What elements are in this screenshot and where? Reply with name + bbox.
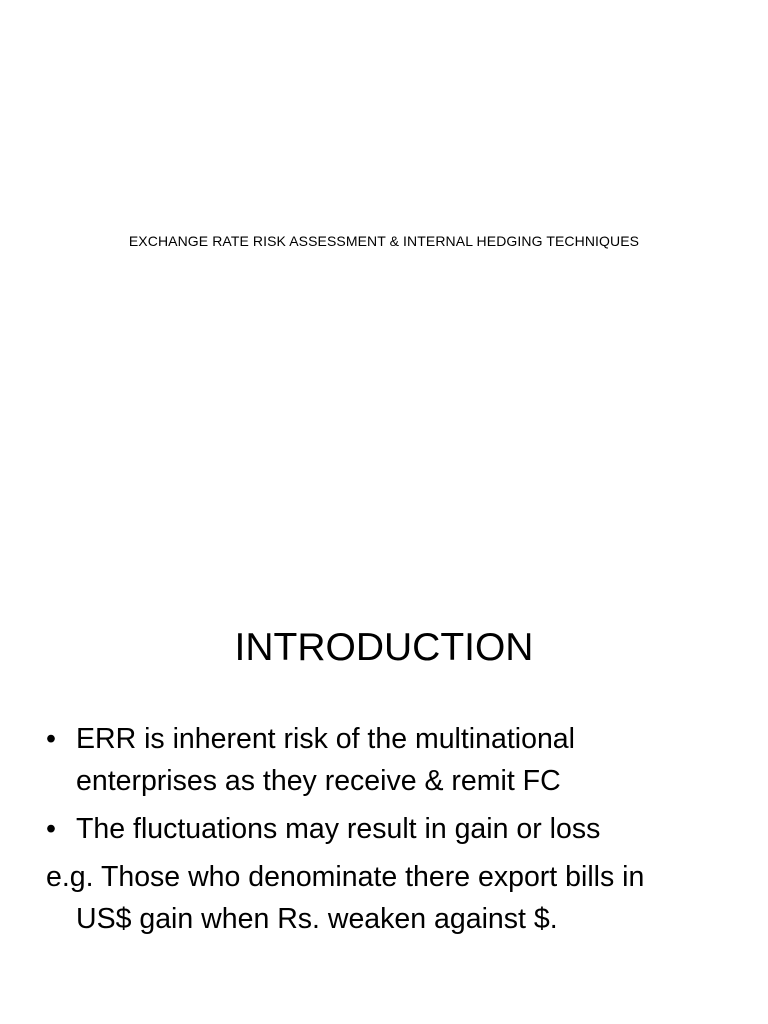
example-text [46,856,736,940]
bullet-item [46,808,736,850]
slide-title: EXCHANGE RATE RISK ASSESSMENT & INTERNAL HEDGING TECHNIQUES [128,233,640,249]
title-slide [0,0,768,480]
bullet-text-line: enterprises as they receive & remit FC [76,765,561,797]
slide-body [46,718,736,940]
example-text-line: US$ gain when Rs. weaken against $. [76,903,558,935]
introduction-slide [0,576,768,1024]
bullet-text-line: ERR is inherent risk of the multinational [76,723,575,755]
bullet-text-line: The fluctuations may result in gain or loss [76,813,601,845]
bullet-item [46,718,736,802]
slide-heading: INTRODUCTION [234,626,534,669]
bullet-dot-icon: • [46,813,56,845]
example-text-line: e.g. Those who denominate there export bills in [46,861,645,893]
bullet-dot-icon: • [46,723,56,755]
